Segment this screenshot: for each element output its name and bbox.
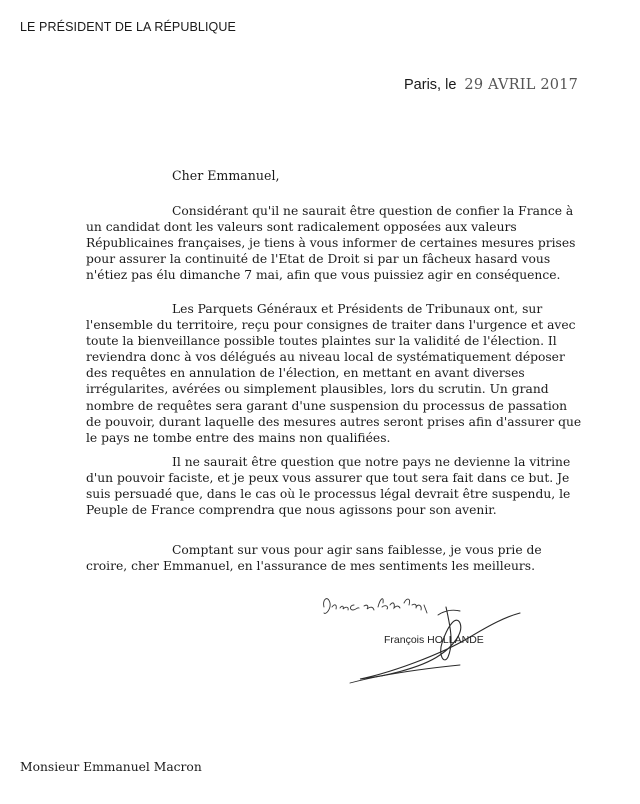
recipient: Monsieur Emmanuel Macron bbox=[20, 760, 202, 774]
date-prefix: Paris, le bbox=[404, 77, 457, 93]
date-value: 29 AVRIL 2017 bbox=[464, 77, 579, 93]
salutation: Cher Emmanuel, bbox=[172, 168, 280, 183]
paragraph: Considérant qu'il ne saurait être question de confier la France à un candidat dont les valeurs sont radicalement opposées aux valeurs Républicaines françaises, je tiens à vous informer de certaines mesures prises pour assurer la continuité de l'Etat de Droit si par un fâcheux hasard vous n'étiez pas élu dimanche 7 mai, afin que vous puissiez agir en conséquence. bbox=[86, 204, 576, 283]
paragraph: Les Parquets Généraux et Présidents de Tribunaux ont, sur l'ensemble du territoire, reçu pour consignes de traiter dans l'urgence et avec toute la bienveillance possible toutes plaintes sur la validité de l'élection. Il reviendra donc à vos délégués au niveau local de systématiquement déposer des requêtes en annulation de l'élection, en mettant en avant diverses irrégularites, avérées ou simplement plausibles, lors du scrutin. Un grand nombre de requêtes sera garant d'une suspension du processus de passation de pouvoir, durant laquelle des mesures autres seront prises afin d'assurer que le pays ne tombe entre des mains non qualifiées. bbox=[86, 302, 582, 445]
signatory-name: François HOLLANDE bbox=[384, 634, 484, 646]
paragraph: Comptant sur vous pour agir sans faiblesse, je vous prie de croire, cher Emmanuel, en l'assurance de mes sentiments les meilleurs. bbox=[86, 543, 542, 574]
dateline bbox=[404, 76, 578, 94]
paragraph: Il ne saurait être question que notre pays ne devienne la vitrine d'un pouvoir faciste, et je peux vous assurer que tout sera fait dans ce but. Je suis persuadé que, dans le cas où le processus légal devrait être suspendu, le Peuple de France comprendra que nous agissons pour son avenir. bbox=[86, 455, 571, 518]
letterhead: LE PRÉSIDENT DE LA RÉPUBLIQUE bbox=[20, 20, 236, 34]
